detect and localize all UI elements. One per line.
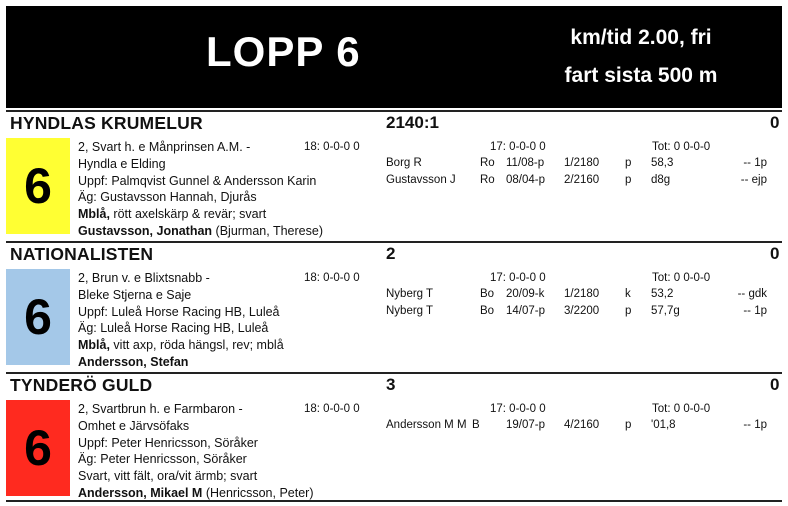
record-total: Tot: 0 0-0-0 — [652, 141, 711, 153]
breeder: Uppf: Peter Henricsson, Söråker — [78, 435, 258, 450]
race-conditions-line2: fart sista 500 m — [564, 64, 718, 87]
horse-entry: HYNDLAS KRUMELUR 2140:1 0 6 2, Svart h. e Månprinsen A.M. - Hyndla e Elding Uppf: Palmqvist Gunnel & Andersson Karin Äg: Gustavsson Hannah, Djurås Mblå, rött axelskärp & revär; svart Gustavsson, Jonathan (Bjurman, Therese) 18: 0-0-0 0 17: 0-0-0 0 Tot: 0 0-0-0 Borg R Ro 11/08-p 1/2180 p 58,3 -- 1p Gustavsson J Ro 08/04-p 2/2160 p d8g -- ejp — [6, 110, 782, 240]
record-total: Tot: 0 0-0-0 — [652, 403, 711, 415]
horse-entry: TYNDERÖ GULD 3 0 6 2, Svartbrun h. e Farmbaron - Omhet e Järvsöfaks Uppf: Peter Henricsson, Söråker Äg: Peter Henricsson, Söråker Svart, vitt fält, ora/vit ärmb; svart Andersson, Mikael M (Henricsson, Peter) 18: 0-0-0 0 17: 0-0-0 0 Tot: 0 0-0-0 Andersson M M B 19/07-p 4/2160 p '01,8 -- 1p — [6, 372, 782, 502]
race-header — [6, 6, 782, 108]
record-18: 18: 0-0-0 0 — [304, 403, 360, 415]
score: 0 — [770, 244, 780, 263]
record-17: 17: 0-0-0 0 — [490, 141, 546, 153]
divider — [6, 110, 782, 112]
pedigree-line1: 2, Svart h. e Månprinsen A.M. - — [78, 140, 251, 154]
record-18: 18: 0-0-0 0 — [304, 141, 360, 153]
race-title: LOPP 6 — [206, 28, 361, 75]
distance: 2140:1 — [386, 113, 439, 132]
racing-colors: Mblå, rött axelskärp & revär; svart — [78, 207, 267, 222]
owner: Äg: Luleå Horse Racing HB, Luleå — [78, 321, 269, 336]
trainer: Andersson, Stefan — [78, 354, 189, 369]
horse-name: HYNDLAS KRUMELUR — [10, 113, 203, 133]
record-total: Tot: 0 0-0-0 — [652, 272, 711, 284]
divider — [6, 372, 782, 374]
owner: Äg: Peter Henricsson, Söråker — [78, 452, 247, 467]
divider — [6, 500, 782, 502]
distance: 3 — [386, 375, 396, 394]
breeder: Uppf: Luleå Horse Racing HB, Luleå — [78, 304, 280, 319]
distance: 2 — [386, 244, 396, 263]
racing-colors: Svart, vitt fält, ora/vit ärmb; svart — [78, 469, 258, 484]
record-17: 17: 0-0-0 0 — [490, 403, 546, 415]
divider — [6, 241, 782, 243]
racing-colors: Mblå, vitt axp, röda hängsl, rev; mblå — [78, 338, 284, 353]
pedigree-line2: Bleke Stjerna e Saje — [78, 287, 192, 302]
race-conditions-line1: km/tid 2.00, fri — [570, 26, 712, 49]
start-number-box: 6 — [6, 138, 70, 234]
pedigree-line1: 2, Brun v. e Blixtsnabb - — [78, 271, 210, 285]
owner: Äg: Gustavsson Hannah, Djurås — [78, 190, 257, 205]
record-18: 18: 0-0-0 0 — [304, 272, 360, 284]
score: 0 — [770, 375, 780, 394]
pedigree-line2: Hyndla e Elding — [78, 156, 166, 171]
pedigree-line1: 2, Svartbrun h. e Farmbaron - — [78, 402, 243, 416]
trainer: Gustavsson, Jonathan (Bjurman, Therese) — [78, 223, 323, 238]
start-number-box: 6 — [6, 400, 70, 496]
pedigree-line2: Omhet e Järvsöfaks — [78, 418, 190, 433]
breeder: Uppf: Palmqvist Gunnel & Andersson Karin — [78, 173, 317, 188]
horse-name: TYNDERÖ GULD — [10, 375, 153, 395]
trainer: Andersson, Mikael M (Henricsson, Peter) — [78, 485, 314, 500]
start-number-box: 6 — [6, 269, 70, 365]
horse-name: NATIONALISTEN — [10, 244, 154, 264]
record-17: 17: 0-0-0 0 — [490, 272, 546, 284]
horse-entry: NATIONALISTEN 2 0 6 2, Brun v. e Blixtsnabb - Bleke Stjerna e Saje Uppf: Luleå Horse Racing HB, Luleå Äg: Luleå Horse Racing HB, Luleå Mblå, vitt axp, röda hängsl, rev; mblå Andersson, Stefan 18: 0-0-0 0 17: 0-0-0 0 Tot: 0 0-0-0 Nyberg T Bo 20/09-k 1/2180 k 53,2 -- gdk Nyberg T Bo 14/07-p 3/2200 p 57,7g -- 1p — [6, 241, 782, 371]
score: 0 — [770, 113, 780, 132]
